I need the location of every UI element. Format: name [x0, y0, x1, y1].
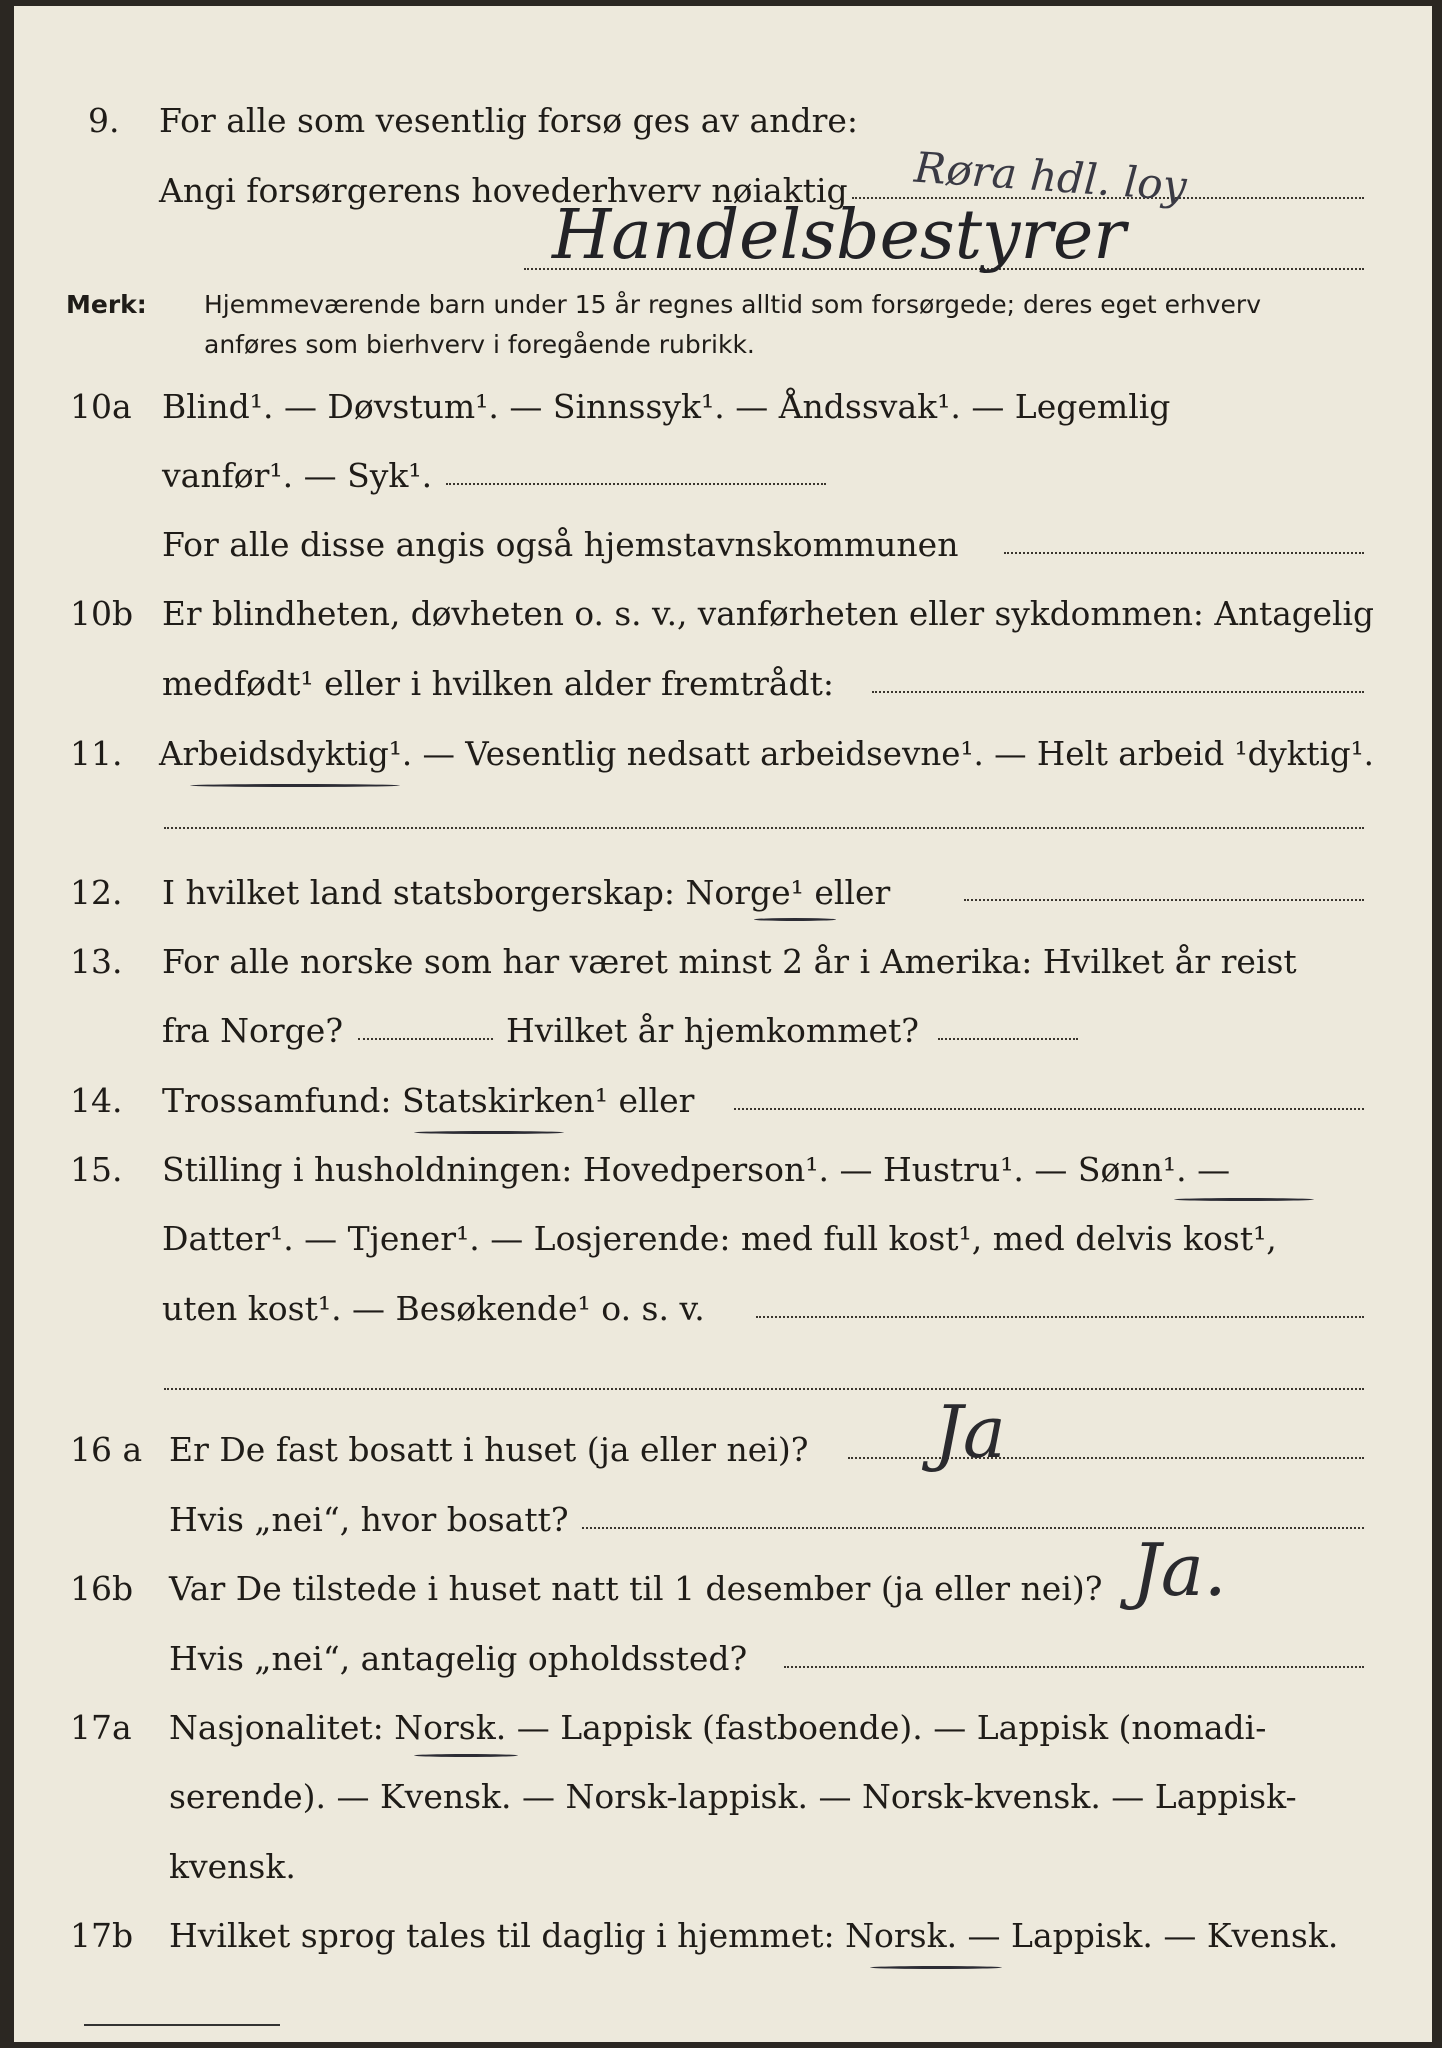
q10b-number: 10b	[70, 594, 134, 633]
q16a-residence-line	[582, 1527, 1364, 1529]
q15-answer-line	[756, 1316, 1364, 1318]
q10a-line3: For alle disse angis også hjemstavnskommunen	[162, 525, 959, 564]
q15-handwritten-underline	[1174, 1198, 1314, 1201]
q16b-line2: Hvis „nei“, antagelig opholdssted?	[169, 1639, 748, 1678]
q10b-line1: Er blindheten, døvheten o. s. v., vanførheten eller sykdommen: Antagelig	[162, 594, 1374, 633]
q10a-line2: vanfør¹. — Syk¹.	[162, 456, 433, 495]
q10b-answer-line	[872, 691, 1364, 693]
q17a-line1: Nasjonalitet: Norsk. — Lappisk (fastboende). — Lappisk (nomadi-	[169, 1708, 1267, 1747]
q10a-answer-line	[446, 483, 826, 485]
q17b-number: 17b	[70, 1916, 134, 1955]
q15-line1: Stilling i husholdningen: Hovedperson¹. — Hustru¹. — Sønn¹. —	[162, 1150, 1231, 1189]
q16a-handwritten-answer: Ja	[934, 1390, 1006, 1474]
q13-line2a: fra Norge?	[162, 1011, 344, 1050]
q16a-line1: Er De fast bosatt i huset (ja eller nei)?	[169, 1430, 809, 1469]
q17a-line3: kvensk.	[169, 1847, 296, 1886]
q11-number: 11.	[70, 734, 123, 773]
q10a-line1: Blind¹. — Døvstum¹. — Sinnssyk¹. — Åndssvak¹. — Legemlig	[162, 387, 1171, 426]
census-form-page	[14, 6, 1432, 2042]
q17b-handwritten-underline	[870, 1966, 1002, 1969]
q16a-line2: Hvis „nei“, hvor bosatt?	[169, 1500, 569, 1539]
q16b-line1: Var De tilstede i huset natt til 1 desember (ja eller nei)?	[169, 1569, 1103, 1608]
q9-handwritten-occupation: Handelsbestyrer	[552, 196, 1126, 275]
q13-line2b: Hvilket år hjemkommet?	[506, 1011, 919, 1050]
q16b-whereabouts-line	[784, 1666, 1364, 1668]
q13-line1: For alle norske som har været minst 2 år i Amerika: Hvilket år reist	[162, 942, 1297, 981]
q15-line2: Datter¹. — Tjener¹. — Losjerende: med full kost¹, med delvis kost¹,	[162, 1219, 1277, 1258]
footnote-rule	[84, 2024, 280, 2026]
q11-line1: Arbeidsdyktig¹. — Vesentlig nedsatt arbeidsevne¹. — Helt arbeid ¹dyktig¹.	[159, 734, 1374, 773]
q13-number: 13.	[70, 942, 123, 981]
q9-line2: Angi forsørgerens hovederhverv nøiaktig	[159, 171, 848, 210]
q9-line1: For alle som vesentlig forsø ges av andre:	[159, 101, 858, 140]
q13-departure-line	[358, 1038, 493, 1040]
q16b-number: 16b	[70, 1569, 134, 1608]
q11-answer-line	[164, 827, 1364, 829]
q16a-number: 16 a	[70, 1430, 143, 1469]
q9-handwritten-employer: Røra hdl. loy	[912, 142, 1189, 211]
q10b-line2: medfødt¹ eller i hvilken alder fremtrådt:	[162, 664, 835, 703]
q10a-number: 10a	[70, 387, 132, 426]
merk-line2: anføres som bierhverv i foregående rubrikk.	[204, 330, 755, 359]
q17a-number: 17a	[70, 1708, 132, 1747]
q16a-answer-line	[848, 1457, 1364, 1459]
q12-answer-line	[964, 899, 1364, 901]
q9-number: 9.	[88, 101, 120, 140]
q15-number: 15.	[70, 1150, 123, 1189]
q15-answer-line-2	[164, 1388, 1364, 1390]
q10a-hometown-line	[1004, 552, 1364, 554]
q17b-line1: Hvilket sprog tales til daglig i hjemmet: Norsk. — Lappisk. — Kvensk.	[169, 1916, 1339, 1955]
q17a-line2: serende). — Kvensk. — Norsk-lappisk. — Norsk-kvensk. — Lappisk-	[169, 1777, 1297, 1816]
q15-line3: uten kost¹. — Besøkende¹ o. s. v.	[162, 1289, 705, 1328]
q16b-handwritten-answer: Ja.	[1132, 1528, 1227, 1612]
q14-line1: Trossamfund: Statskirken¹ eller	[162, 1081, 695, 1120]
q12-number: 12.	[70, 873, 123, 912]
q17a-handwritten-underline	[414, 1754, 518, 1757]
q14-handwritten-underline	[414, 1131, 564, 1134]
q12-line1: I hvilket land statsborgerskap: Norge¹ eller	[162, 873, 891, 912]
merk-label: Merk:	[66, 290, 147, 319]
merk-line1: Hjemmeværende barn under 15 år regnes alltid som forsørgede; deres eget erhverv	[204, 290, 1261, 319]
q12-handwritten-underline	[754, 918, 836, 921]
q14-answer-line	[734, 1108, 1364, 1110]
q13-return-line	[938, 1038, 1078, 1040]
q11-handwritten-underline	[190, 784, 400, 787]
q14-number: 14.	[70, 1081, 123, 1120]
